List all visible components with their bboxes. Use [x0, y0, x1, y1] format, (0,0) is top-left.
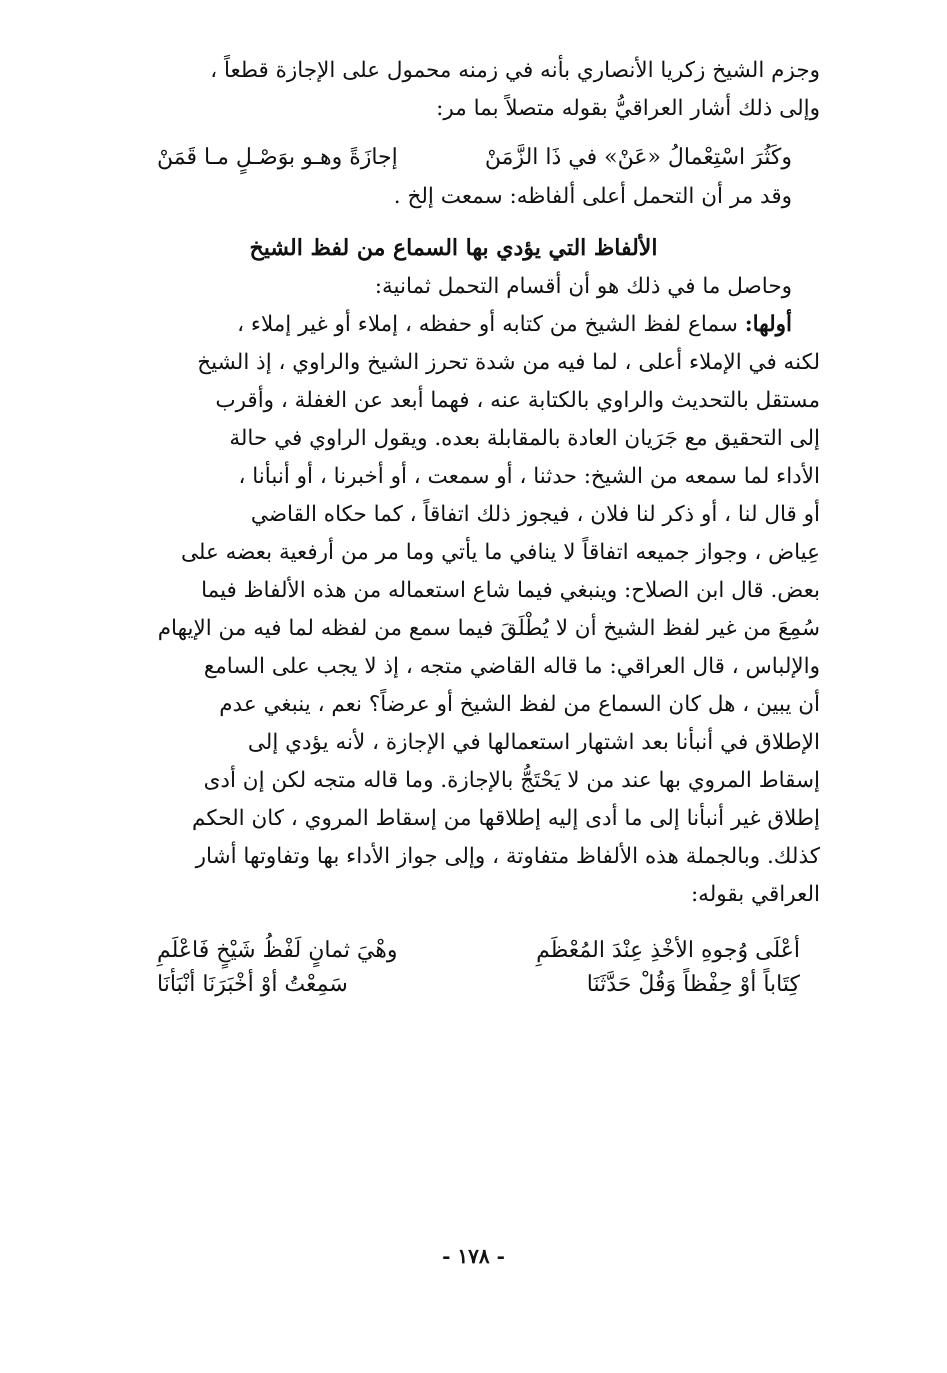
- first-category-text: سماع لفظ الشيخ من كتابه أو حفظه ، إملاء أو غير إملاء ،: [237, 312, 745, 337]
- body-line: عِياض ، وجواز جميعه اتفاقاً لا ينافي ما يأتي وما مر من أرفعية بعضه على: [180, 540, 820, 565]
- verse-block: [127, 934, 820, 1002]
- first-category-line: [127, 306, 820, 344]
- verse-hemistich-left: إجازَةً وهـو بوَصْـلٍ مـا قَمَنْ: [157, 145, 398, 170]
- intro-line-1: وجزم الشيخ زكريا الأنصاري بأنه في زمنه محمول على الإجازة قطعاً ،: [210, 58, 820, 83]
- section-heading: الألفاظ التي يؤدي بها السماع من لفظ الشيخ: [249, 235, 658, 261]
- body-line: مستقل بالتحديث والراوي بالكتابة عنه ، فهما أبعد عن الغفلة ، وأقرب: [215, 388, 820, 413]
- verse-hemistich-left: وهْيَ ثمانٍ لَفْظُ شَيْخٍ فَاعْلَمِ: [157, 938, 398, 963]
- body-line: لكنه في الإملاء أعلى ، لما فيه من شدة تحرز الشيخ والراوي ، إذ الشيخ: [197, 350, 820, 375]
- body-line: بعض. قال ابن الصلاح: وينبغي فيما شاع استعماله من هذه الألفاظ فيما: [201, 578, 820, 603]
- body-line: أو قال لنا ، أو ذكر لنا فلان ، فيجوز ذلك اتفاقاً ، كما حكاه القاضي: [250, 502, 820, 527]
- verse-hemistich-right: وكَثُرَ اسْتِعْمالُ «عَنْ» في ذَا الزَّمَنْ: [484, 145, 792, 170]
- page-number: - ١٧٨ -: [442, 1244, 505, 1268]
- body-line: الأداء لما سمعه من الشيخ: حدثنا ، أو سمعت ، أو أخبرنا ، أو أنبأنا ،: [238, 464, 820, 489]
- body-line: إسقاط المروي بها عند من لا يَحْتَجُّ بالإجازة. وما قاله متجه لكن إن أدى: [203, 768, 820, 793]
- body-line: إطلاق غير أنبأنا إلى ما أدى إليه إطلاقها من إسقاط المروي ، كان الحكم: [192, 806, 820, 831]
- verse-couplet-2: [157, 934, 800, 968]
- body-line: والإلباس ، قال العراقي: ما قاله القاضي متجه ، إذ لا يجب على السامع: [203, 654, 820, 679]
- verse-hemistich-right: أعْلَى وُجوهِ الأخْذِ عِنْدَ المُعْظَمِ: [536, 938, 800, 963]
- intro-line-2: وإلى ذلك أشار العراقيُّ بقوله متصلاً بما مر:: [436, 96, 820, 121]
- body-line: كذلك. وبالجملة هذه الألفاظ متفاوتة ، وإلى جواز الأداء بها وتفاوتها أشار: [195, 844, 820, 869]
- body-line: العراقي بقوله:: [690, 882, 820, 907]
- body-line: إلى التحقيق مع جَرَيان العادة بالمقابلة بعده. ويقول الراوي في حالة: [229, 426, 820, 451]
- verse-hemistich-left: سَمِعْتُ أوْ أخْبَرَنَا أنْبَأنَا: [157, 972, 348, 997]
- body-line: الإطلاق في أنبأنا بعد اشتهار استعمالها في الإجازة ، لأنه يؤدي إلى: [247, 730, 820, 755]
- body-line: أن يبين ، هل كان السماع من لفظ الشيخ أو عرضاً؟ نعم ، ينبغي عدم: [219, 692, 820, 717]
- verse-couplet-1: [127, 138, 820, 178]
- summary-line: وحاصل ما في ذلك هو أن أقسام التحمل ثمانية:: [374, 274, 792, 299]
- verse-hemistich-right: كِتَاباً أوْ حِفْظاً وَقُلْ حَدَّثَنَا: [586, 972, 800, 997]
- first-category-label: أولها:: [744, 312, 792, 337]
- verse-couplet-3: [157, 968, 800, 1002]
- body-line: سُمِعَ من غير لفظ الشيخ أن لا يُطْلَقَ فيما سمع من لفظه لما فيه من الإيهام: [157, 616, 820, 641]
- after-verse-line: وقد مر أن التحمل أعلى ألفاظه: سمعت إلخ .: [393, 184, 792, 209]
